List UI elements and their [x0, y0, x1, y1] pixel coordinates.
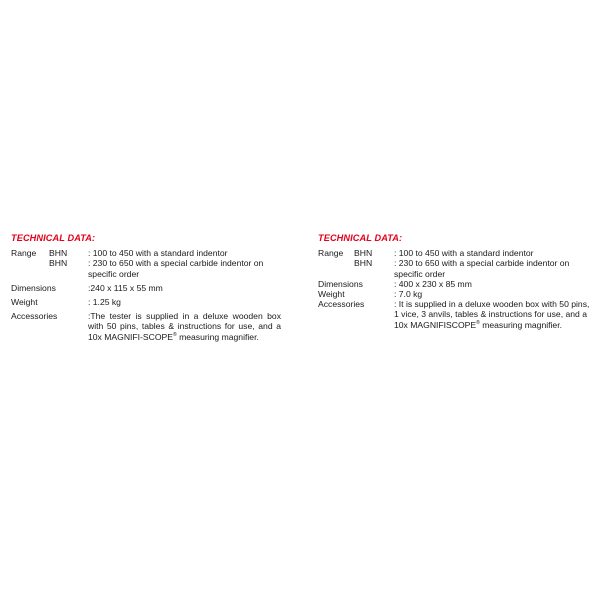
accessories-text-end: measuring magnifier.: [176, 331, 259, 342]
technical-data-left: [11, 233, 289, 342]
accessories-row: [11, 311, 289, 342]
range-unit: BHN: [354, 258, 373, 269]
technical-data-heading: TECHNICAL DATA:: [318, 233, 403, 243]
accessories-value: [394, 299, 593, 330]
dimensions-label: Dimensions: [11, 282, 56, 293]
technical-data-heading: TECHNICAL DATA:: [11, 233, 96, 243]
range-value: : 100 to 450 with a standard indentor: [88, 248, 228, 259]
range-unit: BHN: [354, 248, 373, 259]
accessories-label: Accessories: [11, 311, 58, 322]
accessories-text: : It is supplied in a deluxe wooden box with 50 pins, 1 vice, 3 anvils, tables & instructions for use, and a 10x MAGNIFISCOPE: [394, 299, 590, 330]
weight-label: Weight: [318, 289, 345, 300]
range-label: Range: [11, 248, 37, 259]
dimensions-value: : 400 x 230 x 85 mm: [394, 278, 472, 289]
range-value: : 230 to 650 with a special carbide indentor on specific order: [394, 258, 570, 279]
dimensions-label: Dimensions: [318, 278, 363, 289]
range-row-carbide: [11, 258, 289, 278]
range-value: : 230 to 650 with a special carbide indentor on specific order: [88, 258, 264, 279]
weight-row: [318, 289, 593, 299]
range-label: Range: [318, 248, 344, 259]
range-row-standard: [318, 248, 593, 258]
range-unit: BHN: [49, 248, 68, 259]
dimensions-row: [11, 283, 289, 293]
weight-label: Weight: [11, 297, 38, 308]
weight-value: : 7.0 kg: [394, 289, 423, 300]
accessories-text-end: measuring magnifier.: [479, 319, 562, 330]
dimensions-value: :240 x 115 x 55 mm: [88, 282, 163, 293]
range-unit: BHN: [49, 258, 68, 269]
weight-value: : 1.25 kg: [88, 297, 121, 308]
accessories-label: Accessories: [318, 299, 365, 310]
range-value: : 100 to 450 with a standard indentor: [394, 248, 534, 259]
accessories-text: :The tester is supplied in a deluxe wooden box with 50 pins, tables & instructions for use, and a 10x MAGNIFI-SCOPE: [88, 311, 281, 342]
range-row-standard: [11, 248, 289, 258]
dimensions-row: [318, 279, 593, 289]
accessories-row: [318, 299, 593, 330]
range-row-carbide: [318, 258, 593, 278]
registered-mark: ®: [476, 319, 480, 326]
weight-row: [11, 297, 289, 307]
technical-data-right: [318, 233, 593, 330]
accessories-value: [88, 311, 289, 342]
registered-mark: ®: [173, 331, 177, 338]
